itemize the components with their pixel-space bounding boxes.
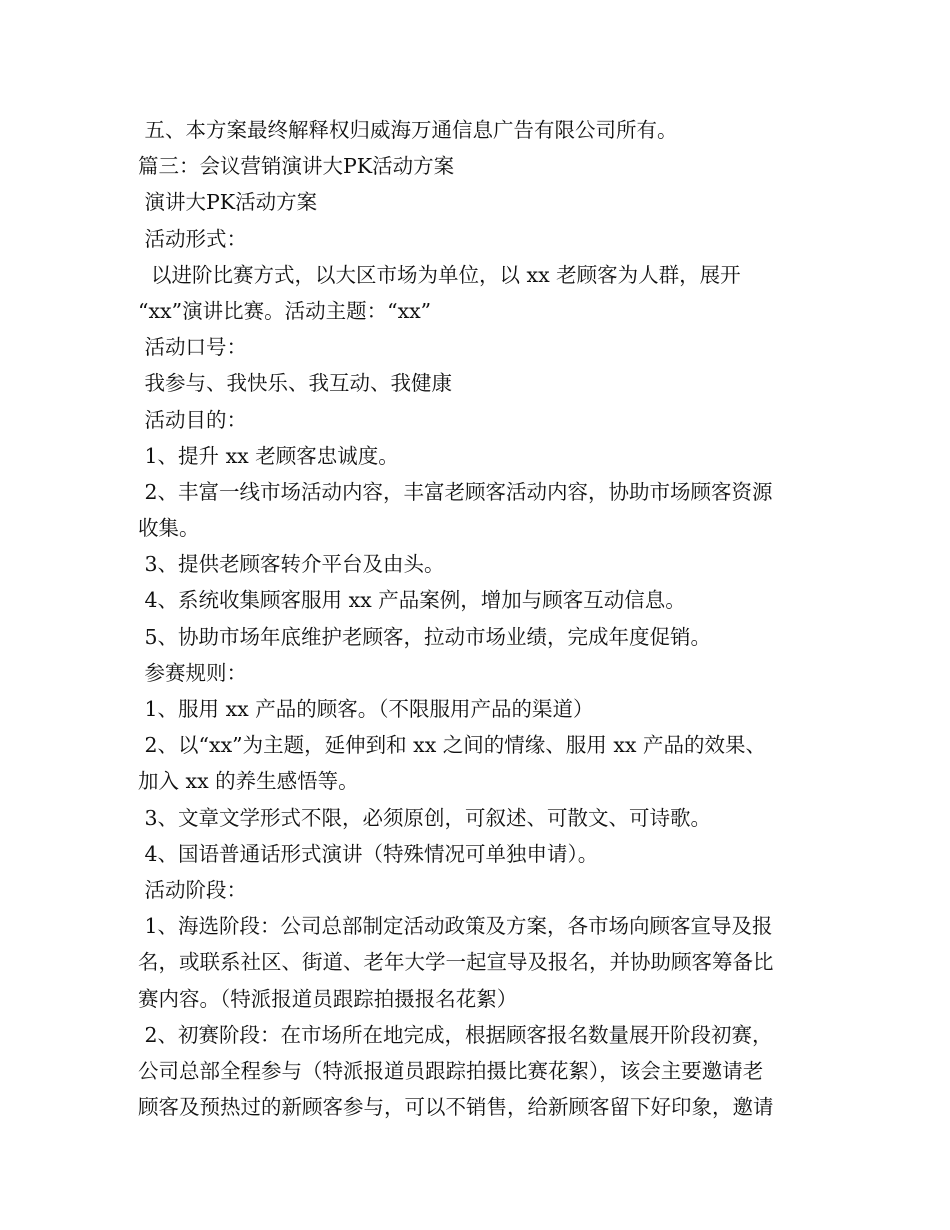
text-line: 2、初赛阶段：在市场所在地完成，根据顾客报名数量展开阶段初赛， [138,1022,773,1047]
text-line: 2、以“xx”为主题，延伸到和 xx 之间的情缘、服用 xx 产品的效果、 [138,733,766,758]
document-body [138,112,818,1125]
text-line: 活动口号： [138,335,248,360]
text-line: 1、提升 xx 老顾客忠诚度。 [138,443,399,468]
text-line: 4、国语普通话形式演讲（特殊情况可单独申请）。 [138,841,599,866]
text-line: 五、本方案最终解释权归威海万通信息广告有限公司所有。 [138,118,678,142]
text-line: 演讲大PK活动方案 [138,190,318,215]
text-line: 活动目的： [138,407,248,432]
text-line: 赛内容。（特派报道员跟踪拍摄报名花絮） [138,986,518,1011]
text-line: 2、丰富一线市场活动内容，丰富老顾客活动内容，协助市场顾客资源 [138,479,773,504]
text-line: 收集。 [138,516,200,541]
text-line: 名，或联系社区、街道、老年大学一起宣导及报名，并协助顾客筹备比 [138,950,774,975]
text-line: 活动形式： [138,226,248,251]
text-line: 1、海选阶段：公司总部制定活动政策及方案，各市场向顾客宣导及报 [138,914,773,939]
text-line: 以进阶比赛方式，以大区市场为单位，以 xx 老顾客为人群，展开 [138,262,741,287]
section-heading: 篇三：会议营销演讲大PK活动方案 [138,154,455,179]
text-line: “xx”演讲比赛。活动主题：“xx” [138,298,432,323]
text-line: 1、服用 xx 产品的顾客。（不限服用产品的渠道） [138,697,594,721]
text-line: 3、文章文学形式不限，必须原创，可叙述、可散文、可诗歌。 [138,805,712,830]
text-line: 活动阶段： [138,877,248,902]
text-line: 3、提供老顾客转介平台及由头。 [138,552,445,577]
text-line: 加入 xx 的养生感悟等。 [138,769,359,794]
text-line: 5、协助市场年底维护老顾客，拉动市场业绩，完成年度促销。 [138,624,712,649]
text-line: 我参与、我快乐、我互动、我健康 [138,371,453,396]
text-line: 顾客及预热过的新顾客参与，可以不销售，给新顾客留下好印象，邀请 [138,1095,774,1120]
text-line: 4、系统收集顾客服用 xx 产品案例，增加与顾客互动信息。 [138,588,686,613]
text-line: 参赛规则： [138,660,248,685]
text-line: 公司总部全程参与（特派报道员跟踪拍摄比赛花絮），该会主要邀请老 [138,1058,764,1083]
